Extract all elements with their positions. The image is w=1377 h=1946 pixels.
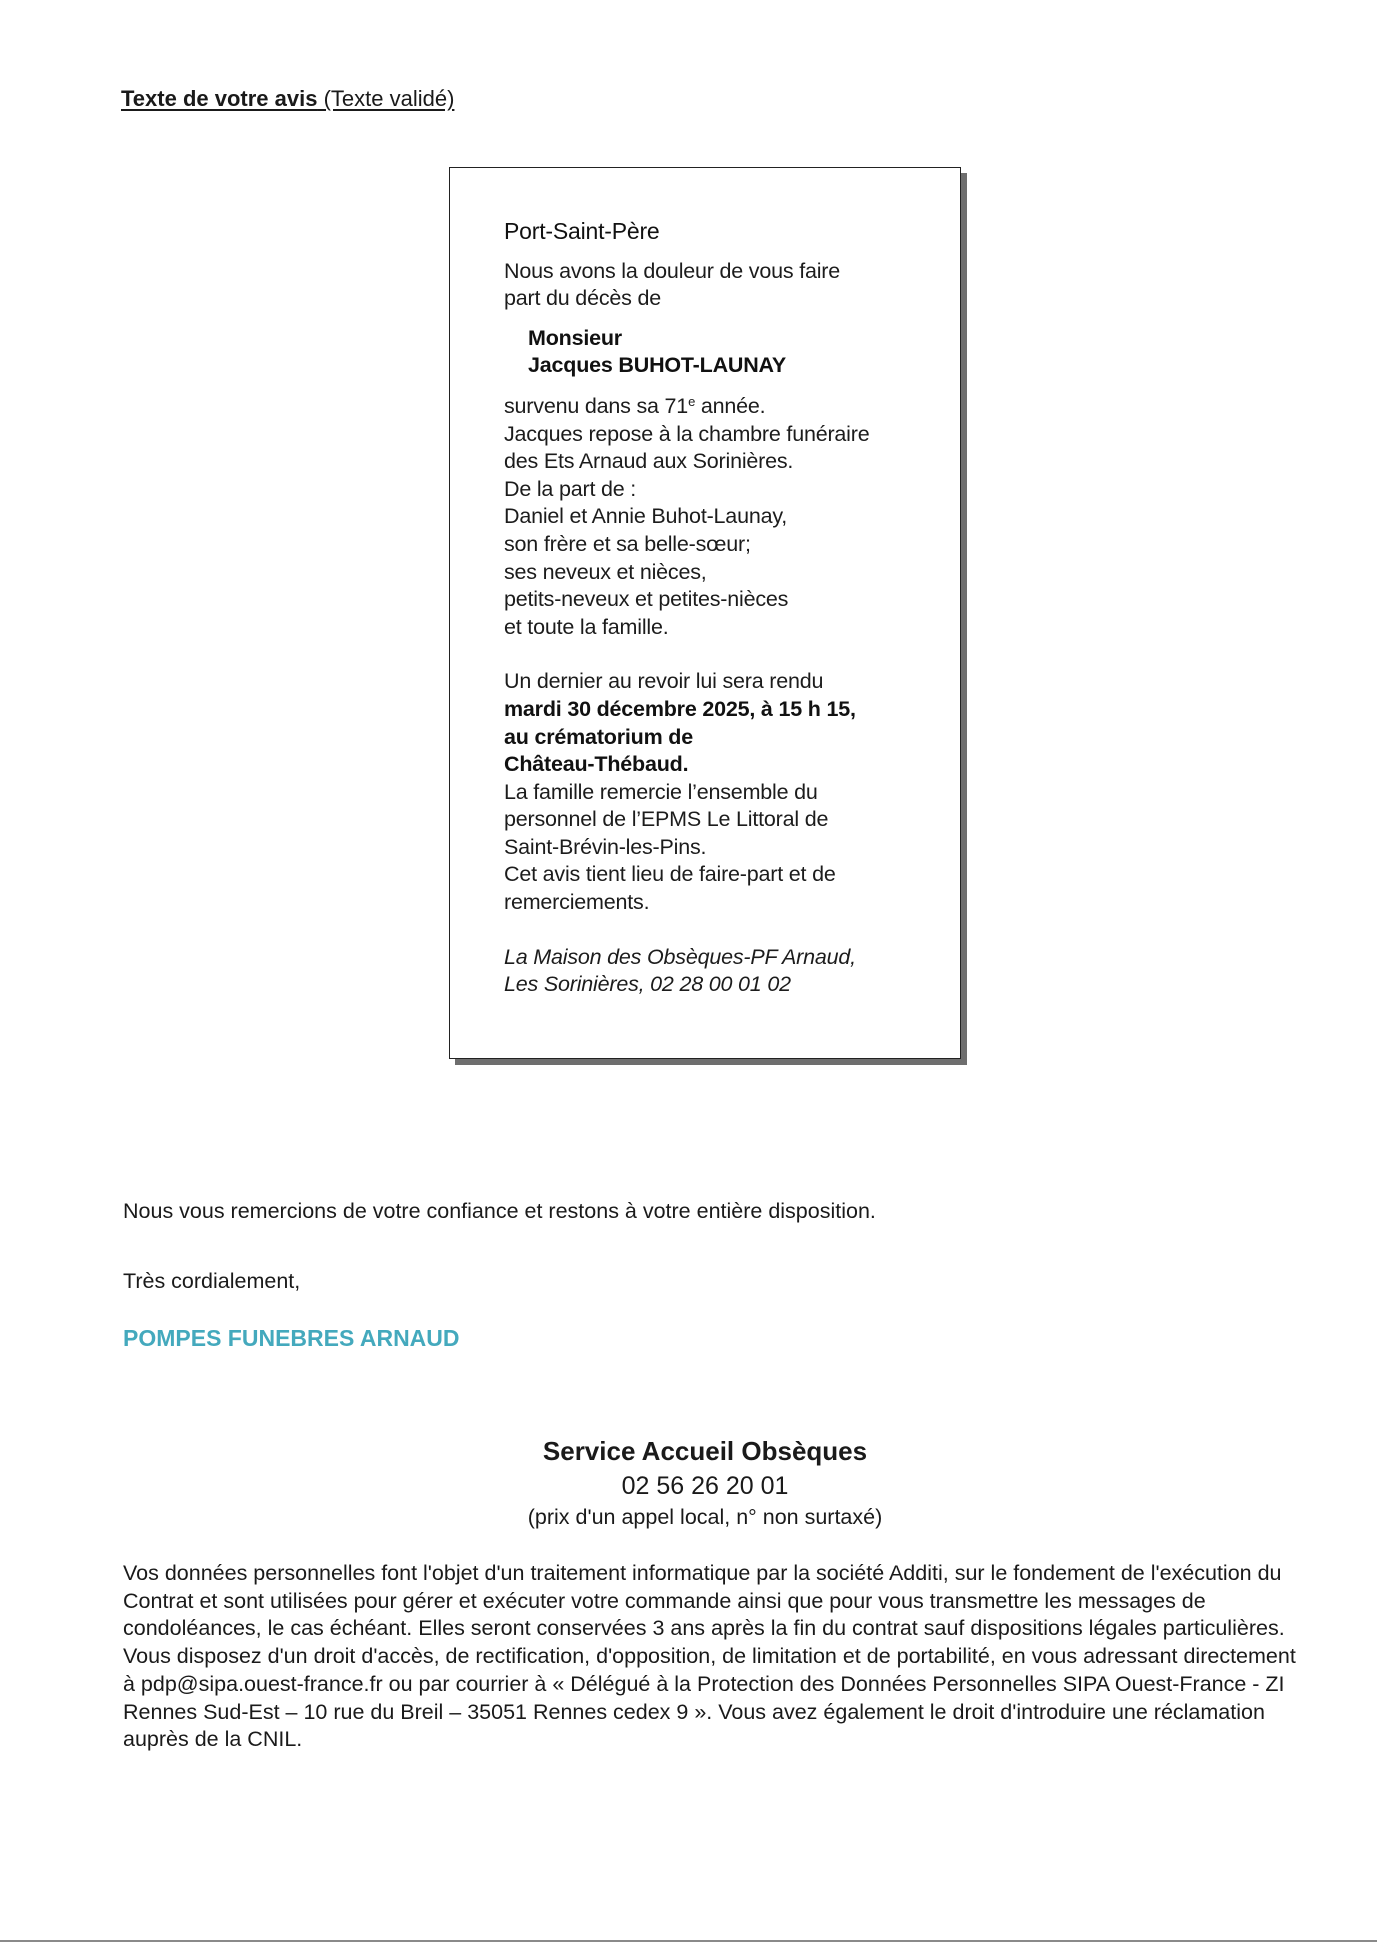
notice-body-line: et toute la famille. xyxy=(504,614,669,639)
deceased-name: Jacques BUHOT-LAUNAY xyxy=(528,353,787,378)
ceremony-place: au crématorium de xyxy=(504,724,693,749)
service-note: (prix d'un appel local, n° non surtaxé) xyxy=(527,1505,883,1529)
thanks-line: Cet avis tient lieu de faire-part et de xyxy=(504,862,836,887)
notice-signature: La Maison des Obsèques-PF Arnaud, xyxy=(504,944,856,969)
section-heading xyxy=(121,86,454,112)
deceased-title: Monsieur xyxy=(528,325,622,350)
obituary-notice-card xyxy=(449,167,961,1059)
bottom-divider xyxy=(0,1940,1377,1942)
service-title: Service Accueil Obsèques xyxy=(542,1436,868,1466)
notice-intro-line: part du décès de xyxy=(504,286,661,311)
closing-thanks: Nous vous remercions de votre confiance et restons à votre entière disposition. xyxy=(123,1199,876,1223)
service-phone: 02 56 26 20 01 xyxy=(621,1472,789,1500)
thanks-line: La famille remercie l’ensemble du xyxy=(504,779,818,804)
privacy-notice: Vos données personnelles font l'objet d'un traitement informatique par la société Additi, sur le fondement de l'exécution du Contrat et sont utilisées pour gérer et exécuter votre commande ainsi que pour vous transmettre les messages de condoléances, le cas échéant. Elles seront conservées 3 ans après la fin du contrat sauf dispositions légales particulières. Vous disposez d'un droit d'accès, de rectification, d'opposition, de limitation et de portabilité, en vous adressant directement à pdp@sipa.ouest-france.fr ou par courrier à « Délégué à la Protection des Données Personnelles SIPA Ouest-France - ZI Rennes Sud-Est – 10 rue du Breil – 35051 Rennes cedex 9 ». Vous avez également le droit d'introduire une réclamation auprès de la CNIL. xyxy=(123,1561,1296,1752)
spacer xyxy=(504,641,940,668)
notice-content xyxy=(504,218,940,999)
notice-age-line: survenu dans sa 71e année. xyxy=(504,393,766,418)
ceremony-date: mardi 30 décembre 2025, à 15 h 15, xyxy=(504,696,856,721)
heading-title: Texte de votre avis xyxy=(121,86,318,111)
notice-body-line: De la part de : xyxy=(504,476,637,501)
ceremony-place: Château-Thébaud. xyxy=(504,752,689,777)
notice-body-line: petits-neveux et petites-nièces xyxy=(504,587,789,612)
heading-note: (Texte validé) xyxy=(317,86,455,111)
thanks-line: Saint-Brévin-les-Pins. xyxy=(504,834,707,859)
notice-body-line: son frère et sa belle-sœur; xyxy=(504,531,751,556)
notice-body-line: Jacques repose à la chambre funéraire xyxy=(504,421,870,446)
ceremony-intro: Un dernier au revoir lui sera rendu xyxy=(504,669,824,694)
notice-body-line: Daniel et Annie Buhot-Launay, xyxy=(504,504,788,529)
closing-regards: Très cordialement, xyxy=(123,1269,301,1293)
notice-town: Port-Saint-Père xyxy=(504,218,660,244)
notice-body-line: des Ets Arnaud aux Sorinières. xyxy=(504,449,794,474)
thanks-line: remerciements. xyxy=(504,890,650,915)
notice-signature: Les Sorinières, 02 28 00 01 02 xyxy=(504,972,791,997)
notice-intro-line: Nous avons la douleur de vous faire xyxy=(504,258,841,283)
notice-body-line: ses neveux et nièces, xyxy=(504,559,707,584)
spacer xyxy=(504,917,940,944)
deceased-name-block xyxy=(528,325,940,380)
company-brand: POMPES FUNEBRES ARNAUD xyxy=(123,1325,460,1351)
thanks-line: personnel de l’EPMS Le Littoral de xyxy=(504,807,829,832)
